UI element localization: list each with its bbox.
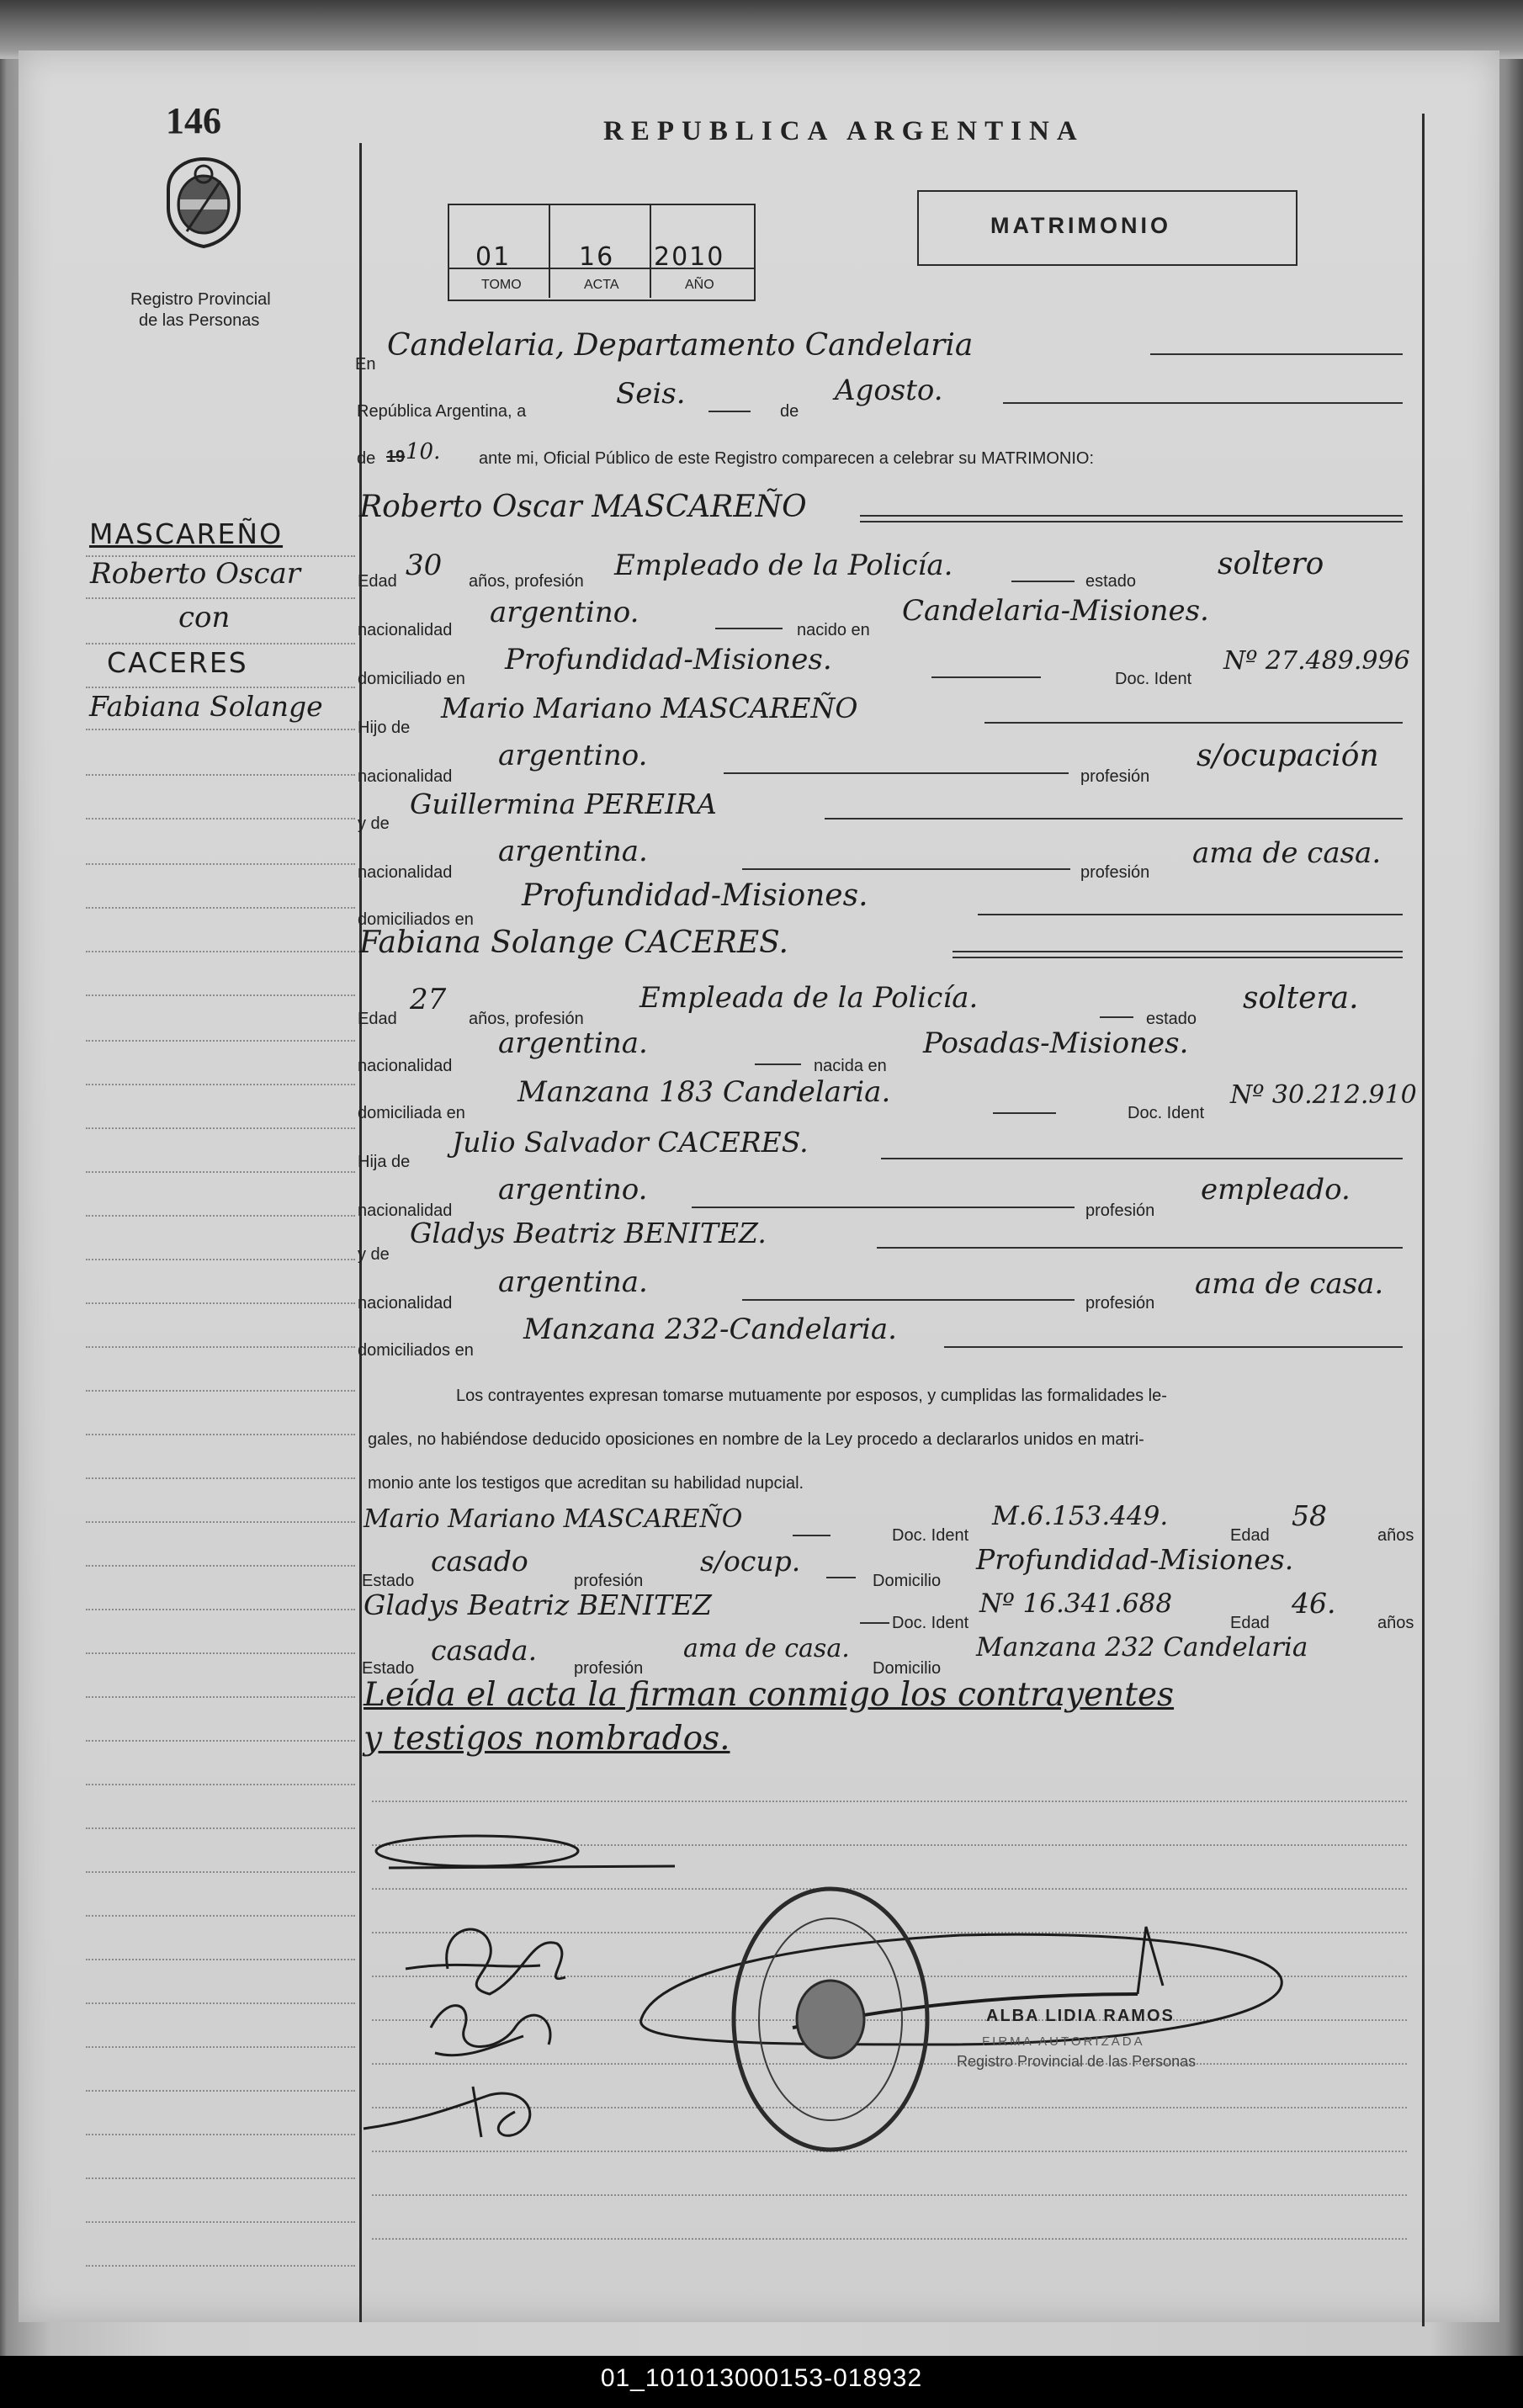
official-title: FIRMA AUTORIZADA <box>982 2034 1145 2049</box>
bride-birthplace: Posadas-Misiones. <box>923 1026 1189 1060</box>
label-doc-bride: Doc. Ident <box>1128 1104 1205 1122</box>
bride-doc: Nº 30.212.910 <box>1230 1080 1417 1110</box>
label-anos-profesion-bride: años, profesión <box>469 1010 584 1028</box>
formal-text-3: monio ante los testigos que acreditan su habilidad nupcial. <box>368 1474 804 1493</box>
witness2-domicile: Manzana 232 Candelaria <box>976 1632 1308 1663</box>
label-domiciliados: domiciliados en <box>358 910 474 929</box>
label-w2-anos: años <box>1377 1614 1414 1632</box>
label-nacionalidad-mother: nacionalidad <box>358 863 453 882</box>
label-w2-doc: Doc. Ident <box>892 1614 969 1632</box>
label-w2-profesion: profesión <box>574 1659 644 1678</box>
closing-line-1: Leída el acta la firman conmigo los contrayentes <box>364 1676 1175 1714</box>
witness1-estado: casado <box>431 1545 528 1578</box>
groom-father-prof: s/ocupación <box>1197 739 1379 773</box>
label-nacida: nacida en <box>814 1057 887 1075</box>
label-profesion-bride-mother: profesión <box>1085 1294 1155 1313</box>
label-anos-profesion: años, profesión <box>469 572 584 591</box>
country-title: REPUBLICA ARGENTINA <box>603 116 1085 146</box>
label-hija: Hija de <box>358 1153 411 1171</box>
label-estado-bride: estado <box>1146 1010 1197 1028</box>
ano-label: AÑO <box>685 278 714 292</box>
margin-surname-2: CACERES <box>107 646 248 679</box>
label-yde: y de <box>358 814 390 833</box>
label-nacido: nacido en <box>797 621 870 639</box>
groom-nationality: argentino. <box>490 596 639 629</box>
label-w1-profesion: profesión <box>574 1572 644 1590</box>
ano-value: 2010 <box>654 242 725 272</box>
witness2-estado: casada. <box>431 1634 538 1667</box>
witness2-age: 46. <box>1292 1587 1336 1620</box>
margin-con: con <box>178 601 231 634</box>
witness1-profession: s/ocup. <box>700 1545 801 1578</box>
label-de-month: de <box>780 402 799 421</box>
label-hijo: Hijo de <box>358 719 411 737</box>
bride-profession: Empleada de la Policía. <box>639 981 979 1015</box>
groom-parents-domicile: Profundidad-Misiones. <box>522 878 868 913</box>
bride-parents-domicile: Manzana 232-Candelaria. <box>523 1313 897 1346</box>
label-w2-domicilio: Domicilio <box>873 1659 942 1678</box>
margin-given-1: Roberto Oscar <box>90 557 301 591</box>
label-domiciliada: domiciliada en <box>358 1104 465 1122</box>
stamp-registry: Registro Provincial de las Personas <box>957 2053 1197 2070</box>
bride-age: 27 <box>410 983 447 1016</box>
label-de-year: de <box>357 449 376 468</box>
groom-age: 30 <box>406 549 443 582</box>
witness1-domicile: Profundidad-Misiones. <box>976 1543 1294 1576</box>
label-nacionalidad-bride-father: nacionalidad <box>358 1201 453 1220</box>
groom-doc: Nº 27.489.996 <box>1223 646 1410 676</box>
registry-line-2: de las Personas <box>139 311 260 330</box>
label-domiciliado: domiciliado en <box>358 670 465 688</box>
acta-label: ACTA <box>584 278 619 292</box>
official-name: ALBA LIDIA RAMOS <box>986 2007 1175 2025</box>
label-en: En <box>355 355 376 374</box>
label-nacionalidad-father: nacionalidad <box>358 767 453 786</box>
label-edad-bride: Edad <box>358 1010 397 1028</box>
page-number: 146 <box>166 100 221 141</box>
bride-father-prof: empleado. <box>1201 1173 1351 1207</box>
label-w2-edad: Edad <box>1230 1614 1270 1632</box>
acta-value: 16 <box>579 242 615 272</box>
place: Candelaria, Departamento Candelaria <box>387 328 974 363</box>
label-yde-bride: y de <box>358 1245 390 1264</box>
label-w1-anos: años <box>1377 1526 1414 1545</box>
groom-birthplace: Candelaria-Misiones. <box>902 594 1209 628</box>
label-w1-domicilio: Domicilio <box>873 1572 942 1590</box>
groom-mother-nat: argentina. <box>498 835 648 868</box>
bride-domicile: Manzana 183 Candelaria. <box>517 1075 891 1109</box>
label-domiciliados-bride: domiciliados en <box>358 1341 474 1360</box>
bride-father: Julio Salvador CACERES. <box>452 1126 809 1159</box>
closing-line-2: y testigos nombrados. <box>364 1720 730 1758</box>
label-w1-doc: Doc. Ident <box>892 1526 969 1545</box>
witness1-age: 58 <box>1292 1499 1327 1532</box>
label-doc: Doc. Ident <box>1115 670 1192 688</box>
formal-text-1: Los contrayentes expresan tomarse mutuamente por esposos, y cumplidas las formalidades le- <box>456 1387 1167 1405</box>
registry-line-1: Registro Provincial <box>130 290 271 309</box>
groom-father-nat: argentino. <box>498 739 648 772</box>
month: Agosto. <box>835 374 943 407</box>
label-nacionalidad-bride-mother: nacionalidad <box>358 1294 453 1313</box>
groom-mother: Guillermina PEREIRA <box>410 788 717 820</box>
groom-profession: Empleado de la Policía. <box>614 549 953 582</box>
groom-domicile: Profundidad-Misiones. <box>505 643 832 676</box>
declaration: ante mi, Oficial Público de este Registro comparecen a celebrar su MATRIMONIO: <box>479 449 1095 468</box>
bride-name: Fabiana Solange CACERES. <box>359 926 788 960</box>
official-seal <box>725 1880 936 2158</box>
label-nacionalidad: nacionalidad <box>358 621 453 639</box>
year-hand: 10. <box>406 439 441 464</box>
act-type: MATRIMONIO <box>990 213 1171 238</box>
label-w1-edad: Edad <box>1230 1526 1270 1545</box>
label-estado: estado <box>1085 572 1137 591</box>
label-edad: Edad <box>358 572 397 591</box>
groom-estado: soltero <box>1218 547 1324 581</box>
label-w2-estado: Estado <box>362 1659 415 1678</box>
label-w1-estado: Estado <box>362 1572 415 1590</box>
bride-mother: Gladys Beatriz BENITEZ. <box>410 1217 767 1249</box>
bride-estado: soltera. <box>1243 981 1359 1016</box>
register-sheet <box>19 50 1499 2322</box>
bride-mother-nat: argentina. <box>498 1265 648 1299</box>
witness2-name: Gladys Beatriz BENITEZ <box>364 1589 712 1621</box>
witness2-profession: ama de casa. <box>683 1634 850 1663</box>
label-profesion-mother: profesión <box>1080 863 1150 882</box>
label-profesion-bride-father: profesión <box>1085 1201 1155 1220</box>
tomo-value: 01 <box>475 242 512 272</box>
witness1-doc: M.6.153.449. <box>992 1501 1169 1531</box>
bride-mother-prof: ama de casa. <box>1195 1267 1384 1301</box>
scan-id: 01_101013000153-018932 <box>600 2364 923 2392</box>
label-profesion-father: profesión <box>1080 767 1150 786</box>
label-nacionalidad-bride: nacionalidad <box>358 1057 453 1075</box>
label-republica: República Argentina, a <box>357 402 527 421</box>
witness2-doc: Nº 16.341.688 <box>979 1589 1173 1619</box>
groom-father: Mario Mariano MASCAREÑO <box>441 692 858 724</box>
coat-of-arms-icon <box>162 156 246 248</box>
margin-given-2: Fabiana Solange <box>89 690 323 723</box>
witness1-name: Mario Mariano MASCAREÑO <box>364 1504 743 1534</box>
bride-father-nat: argentino. <box>498 1173 648 1207</box>
margin-surname-1: MASCAREÑO <box>89 517 284 550</box>
formal-text-2: gales, no habiéndose deducido oposiciones en nombre de la Ley procedo a declararlos unidos en matri- <box>368 1430 1144 1449</box>
day: Seis. <box>616 377 686 411</box>
groom-name: Roberto Oscar MASCAREÑO <box>359 490 807 524</box>
right-margin-line <box>1422 114 1425 2326</box>
groom-mother-prof: ama de casa. <box>1192 836 1382 870</box>
year-struck: 19 <box>386 448 406 466</box>
tomo-label: TOMO <box>481 278 522 292</box>
bride-nationality: argentina. <box>498 1026 648 1060</box>
